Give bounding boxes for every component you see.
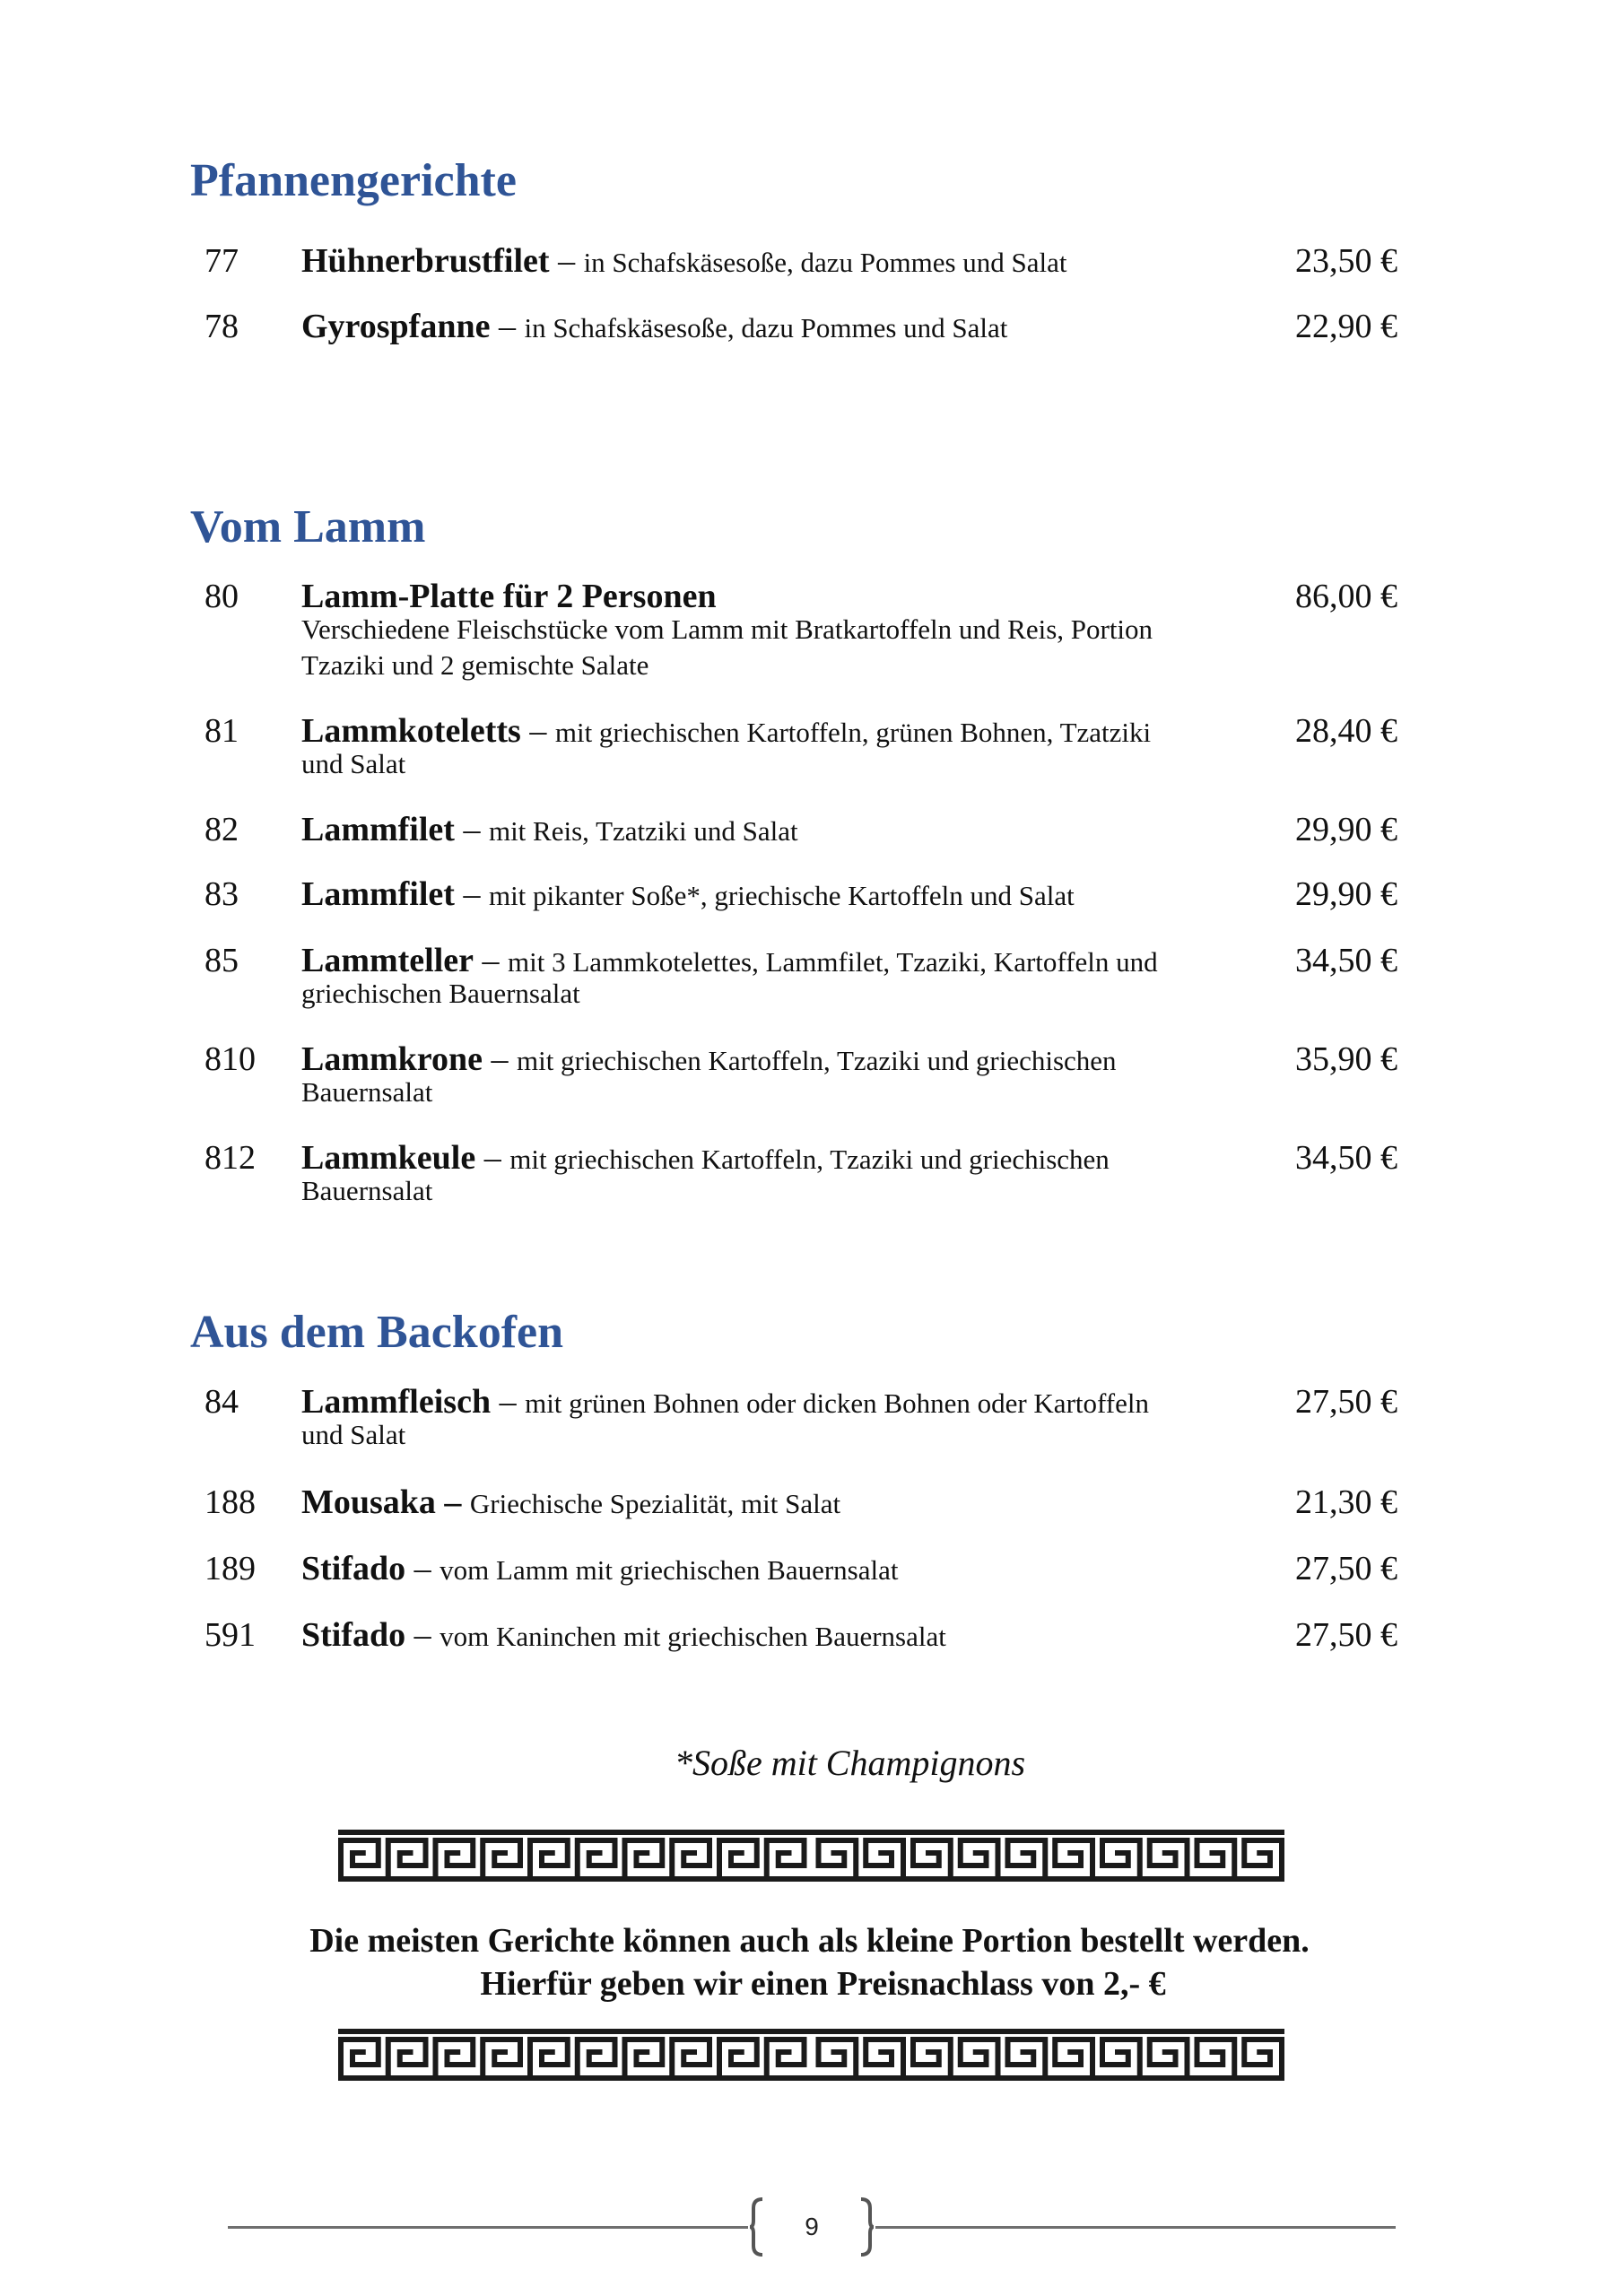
item-name: Lammkrone — [301, 1040, 483, 1078]
item-description — [301, 1482, 1225, 1525]
footer-rule-right — [875, 2226, 1396, 2229]
item-detail: mit Reis, Tzatziki und Salat — [488, 815, 798, 847]
item-detail: mit 3 Lammkotelettes, Lammfilet, Tzaziki, Kartoffeln und — [508, 946, 1158, 978]
item-number: 85 — [205, 942, 239, 979]
item-detail: mit griechischen Kartoffeln, grünen Bohnen, Tzatziki — [554, 717, 1152, 748]
item-number: 810 — [205, 1040, 256, 1078]
item-number: 81 — [205, 712, 239, 750]
item-detail-continued: und Salat — [301, 1419, 406, 1450]
item-number: 84 — [205, 1383, 239, 1421]
item-price: 29,90 € — [1295, 875, 1397, 913]
item-number: 591 — [205, 1616, 256, 1654]
section-title-pfannengerichte: Pfannengerichte — [190, 155, 517, 206]
item-separator: – — [520, 712, 555, 750]
item-name: Mousaka – — [301, 1483, 462, 1521]
item-separator: – — [491, 1383, 526, 1421]
item-separator: – — [474, 942, 509, 979]
item-detail-continued: griechischen Bauernsalat — [301, 978, 580, 1009]
left-brace-icon — [748, 2196, 766, 2258]
item-separator: – — [454, 811, 489, 848]
item-separator: – — [405, 1616, 440, 1654]
item-detail-continued: und Salat — [301, 748, 406, 779]
greek-key-ornament-bottom — [338, 2029, 1284, 2081]
item-detail: in Schafskäsesoße, dazu Pommes und Salat — [524, 312, 1008, 344]
item-number: 77 — [205, 242, 239, 280]
item-price: 86,00 € — [1295, 578, 1397, 615]
item-description — [301, 710, 1225, 782]
item-price: 23,50 € — [1295, 242, 1397, 280]
item-price: 34,50 € — [1295, 942, 1397, 979]
item-name: Lammfleisch — [301, 1383, 492, 1421]
footnote: *Soße mit Champignons — [674, 1743, 1026, 1783]
item-detail: mit griechischen Kartoffeln, Tzaziki und griechischen — [516, 1045, 1117, 1076]
portion-notice-line-2: Hierfür geben wir einen Preisnachlass von 2,- € — [480, 1965, 1166, 2003]
item-number: 80 — [205, 578, 239, 615]
item-separator: – — [475, 1139, 510, 1177]
item-description — [301, 1039, 1225, 1110]
item-price: 27,50 € — [1295, 1616, 1397, 1654]
item-name: Stifado — [301, 1616, 406, 1654]
item-name: Hühnerbrustfilet — [301, 242, 550, 280]
item-description — [301, 306, 1225, 349]
item-description — [301, 809, 1225, 852]
item-separator: – — [454, 875, 489, 913]
item-number: 78 — [205, 308, 239, 345]
item-detail: vom Kaninchen mit griechischen Bauernsalat — [440, 1621, 946, 1652]
item-name: Stifado — [301, 1550, 406, 1587]
item-number: 188 — [205, 1483, 256, 1521]
item-name: Gyrospfanne — [301, 308, 491, 345]
item-description — [301, 240, 1225, 283]
item-number: 812 — [205, 1139, 256, 1177]
item-name: Lammkeule — [301, 1139, 476, 1177]
item-price: 27,50 € — [1295, 1550, 1397, 1587]
item-price: 29,90 € — [1295, 811, 1397, 848]
item-description — [301, 1381, 1225, 1453]
item-price: 35,90 € — [1295, 1040, 1397, 1078]
item-detail-continued: Bauernsalat — [301, 1076, 433, 1108]
item-detail-continued: Tzaziki und 2 gemischte Salate — [301, 649, 649, 681]
right-brace-icon — [857, 2196, 875, 2258]
footer-rule-left — [228, 2226, 748, 2229]
item-name: Lammfilet — [301, 811, 455, 848]
section-title-aus-dem-backofen: Aus dem Backofen — [190, 1307, 564, 1358]
item-number: 83 — [205, 875, 239, 913]
item-description — [301, 1614, 1225, 1657]
item-separator: – — [482, 1040, 517, 1078]
item-separator: – — [549, 242, 584, 280]
item-name: Lamm-Platte für 2 Personen — [301, 578, 717, 615]
item-number: 82 — [205, 811, 239, 848]
item-description — [301, 874, 1225, 917]
item-detail-continued: Verschiedene Fleischstücke vom Lamm mit Bratkartoffeln und Reis, Portion — [301, 613, 1153, 645]
item-separator — [461, 1483, 470, 1521]
item-detail: mit grünen Bohnen oder dicken Bohnen oder Kartoffeln — [525, 1387, 1149, 1419]
item-description — [301, 1137, 1225, 1209]
item-price: 21,30 € — [1295, 1483, 1397, 1521]
portion-notice-line-1: Die meisten Gerichte können auch als kleine Portion bestellt werden. — [309, 1922, 1310, 1960]
item-price: 27,50 € — [1295, 1383, 1397, 1421]
item-separator: – — [490, 308, 525, 345]
greek-key-ornament-top — [338, 1830, 1284, 1882]
item-detail: mit griechischen Kartoffeln, Tzaziki und griechischen — [509, 1144, 1110, 1175]
section-title-vom-lamm: Vom Lamm — [190, 501, 426, 552]
item-name: Lammfilet — [301, 875, 455, 913]
item-detail-continued: Bauernsalat — [301, 1175, 433, 1206]
item-number: 189 — [205, 1550, 256, 1587]
item-description — [301, 940, 1225, 1012]
item-price: 34,50 € — [1295, 1139, 1397, 1177]
item-name: Lammkoteletts — [301, 712, 521, 750]
item-separator: – — [405, 1550, 440, 1587]
item-detail: vom Lamm mit griechischen Bauernsalat — [440, 1554, 899, 1586]
item-detail: mit pikanter Soße*, griechische Kartoffeln und Salat — [488, 880, 1075, 911]
page-number: 9 — [805, 2213, 819, 2240]
item-price: 28,40 € — [1295, 712, 1397, 750]
item-description — [301, 1548, 1225, 1591]
item-description — [301, 576, 1225, 683]
item-detail: in Schafskäsesoße, dazu Pommes und Salat — [583, 247, 1067, 278]
item-name: Lammteller — [301, 942, 474, 979]
item-detail: Griechische Spezialität, mit Salat — [469, 1488, 841, 1519]
item-price: 22,90 € — [1295, 308, 1397, 345]
